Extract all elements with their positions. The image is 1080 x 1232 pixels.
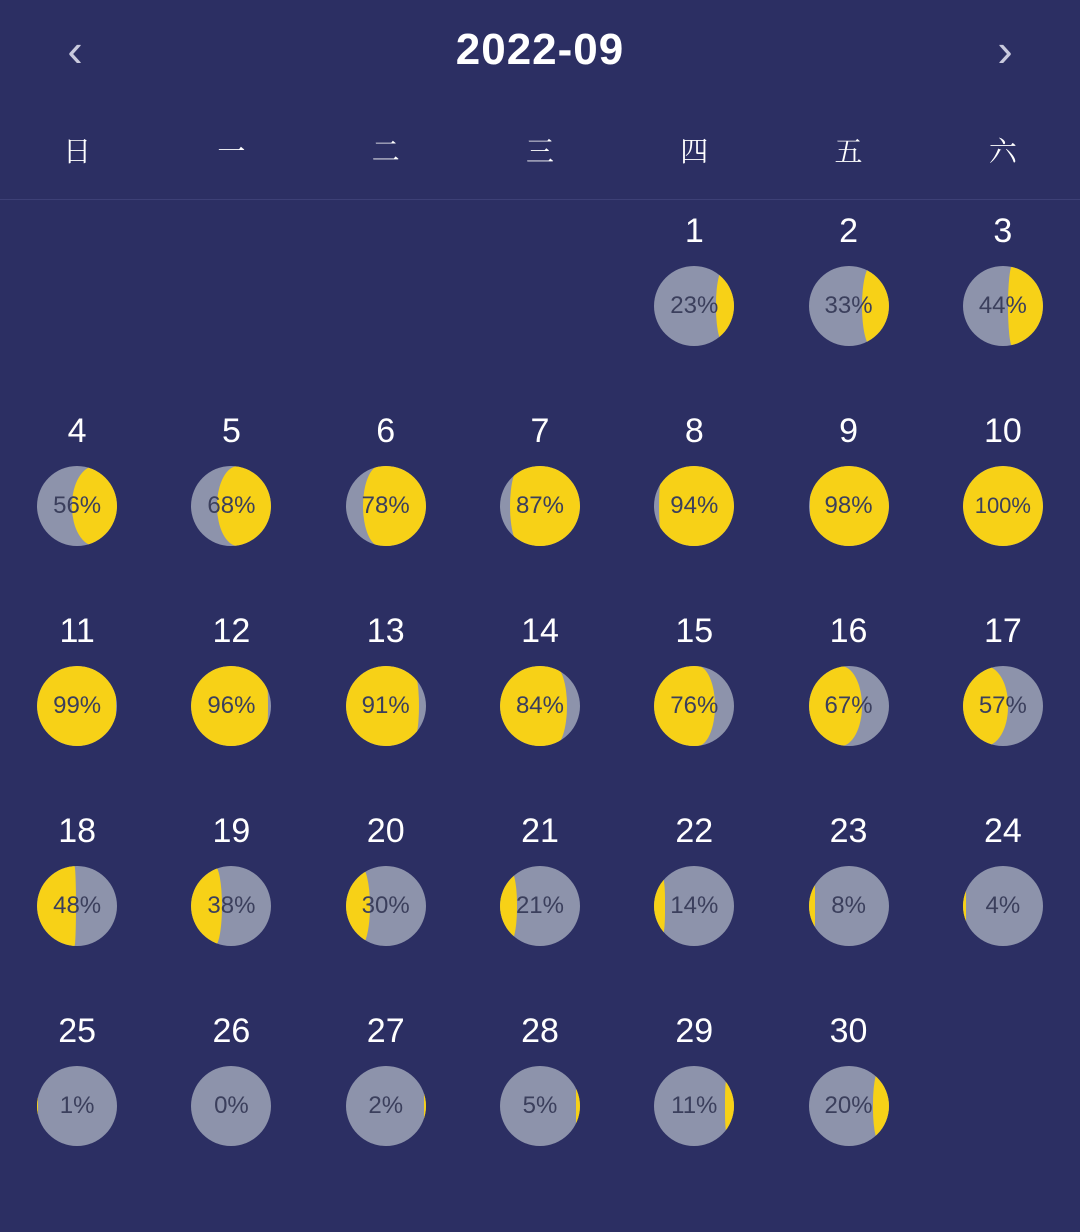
calendar-day-cell[interactable] (154, 414, 308, 614)
moon-illumination-label: 96% (207, 692, 256, 719)
moon-illumination-label: 57% (978, 692, 1027, 719)
day-number: 19 (212, 812, 251, 850)
calendar-day-cell[interactable] (154, 814, 308, 1014)
calendar-day-cell[interactable] (154, 1014, 308, 1214)
moon-phase-icon (346, 666, 426, 746)
moon-illumination-label: 4% (985, 892, 1021, 919)
day-number: 20 (366, 812, 405, 850)
day-number: 11 (59, 612, 95, 650)
moon-phase-icon (809, 666, 889, 746)
moon-phase-icon (191, 466, 271, 546)
day-number: 9 (839, 412, 859, 450)
moon-phase-icon (500, 466, 580, 546)
day-number: 18 (58, 812, 97, 850)
day-number: 21 (521, 812, 559, 850)
moon-phase-icon (809, 266, 889, 346)
day-number: 5 (221, 412, 241, 450)
day-number: 13 (366, 612, 405, 650)
moon-illumination-label: 38% (207, 892, 256, 919)
calendar-day-cell[interactable] (154, 614, 308, 814)
moon-phase-icon (37, 666, 117, 746)
day-number: 22 (675, 812, 714, 850)
calendar-day-cell[interactable] (309, 814, 463, 1014)
day-number: 26 (212, 1012, 251, 1050)
day-number: 14 (521, 612, 559, 650)
moon-phase-icon (500, 866, 580, 946)
moon-illumination-label: 94% (670, 492, 719, 519)
day-number: 17 (983, 612, 1022, 650)
calendar-day-cell[interactable] (926, 614, 1080, 814)
calendar-day-cell[interactable] (926, 814, 1080, 1014)
moon-illumination-label: 76% (670, 692, 719, 719)
calendar-day-cell[interactable] (0, 814, 154, 1014)
weekday-tuesday: 二 (371, 135, 400, 167)
weekday-monday: 一 (217, 135, 246, 167)
calendar-day-cell[interactable] (309, 614, 463, 814)
moon-illumination-label: 67% (824, 692, 873, 719)
day-number: 6 (376, 412, 396, 450)
calendar-day-cell[interactable] (771, 814, 925, 1014)
calendar-day-cell[interactable] (463, 1014, 617, 1214)
moon-phase-icon (963, 866, 1043, 946)
moon-phase-icon (191, 1066, 271, 1146)
day-number: 15 (675, 612, 714, 650)
calendar-day-cell[interactable] (463, 414, 617, 614)
moon-illumination-label: 2% (368, 1092, 404, 1119)
calendar-day-cell[interactable] (771, 414, 925, 614)
day-number: 7 (530, 412, 550, 450)
moon-phase-icon (37, 866, 117, 946)
day-number: 4 (67, 412, 87, 450)
moon-phase-icon (500, 1066, 580, 1146)
calendar-day-cell[interactable] (0, 614, 154, 814)
day-number: 10 (983, 412, 1022, 450)
weekday-friday: 五 (834, 135, 863, 167)
weekday-saturday: 六 (988, 135, 1017, 167)
moon-illumination-label: 98% (824, 492, 873, 519)
moon-illumination-label: 20% (824, 1092, 873, 1119)
day-number: 30 (829, 1012, 868, 1050)
calendar-day-cell[interactable] (463, 614, 617, 814)
calendar-day-cell[interactable] (309, 414, 463, 614)
calendar-day-cell[interactable] (617, 1014, 771, 1214)
day-number: 12 (212, 612, 251, 650)
calendar-day-cell[interactable] (926, 414, 1080, 614)
moon-illumination-label: 1% (59, 1092, 95, 1119)
day-number: 2 (839, 212, 859, 250)
moon-phase-icon (809, 866, 889, 946)
moon-phase-icon (654, 1066, 734, 1146)
moon-phase-icon (191, 866, 271, 946)
moon-illumination-label: 23% (670, 292, 719, 319)
moon-illumination-label: 44% (978, 292, 1027, 319)
calendar-day-cell[interactable] (0, 1014, 154, 1214)
next-month-button[interactable]: › (997, 24, 1013, 76)
moon-illumination-label: 30% (361, 892, 410, 919)
day-number: 29 (675, 1012, 714, 1050)
calendar-day-cell[interactable] (926, 214, 1080, 414)
moon-phase-icon (654, 666, 734, 746)
calendar-grid (0, 200, 1080, 1214)
moon-phase-icon (37, 466, 117, 546)
calendar-day-cell[interactable] (0, 414, 154, 614)
day-number: 28 (521, 1012, 559, 1050)
calendar-day-cell[interactable] (617, 814, 771, 1014)
calendar-day-cell[interactable] (463, 814, 617, 1014)
moon-illumination-label: 56% (53, 492, 102, 519)
moon-phase-icon (963, 266, 1043, 346)
weekday-wednesday: 三 (525, 135, 554, 167)
day-number: 16 (829, 612, 868, 650)
day-number: 23 (829, 812, 868, 850)
moon-phase-icon (963, 466, 1043, 546)
moon-phase-icon (191, 666, 271, 746)
calendar-day-cell[interactable] (771, 1014, 925, 1214)
moon-illumination-label: 11% (671, 1092, 718, 1119)
calendar-header (0, 0, 1080, 100)
day-number: 25 (58, 1012, 97, 1050)
day-number: 1 (684, 212, 704, 250)
moon-phase-icon (809, 466, 889, 546)
calendar-day-cell[interactable] (617, 614, 771, 814)
moon-phase-icon (654, 866, 734, 946)
calendar-day-cell[interactable] (309, 1014, 463, 1214)
moon-illumination-label: 48% (53, 892, 102, 919)
day-number: 3 (993, 212, 1013, 250)
moon-phase-icon (654, 266, 734, 346)
moon-phase-icon (346, 466, 426, 546)
moon-phase-icon (654, 466, 734, 546)
day-number: 24 (983, 812, 1022, 850)
calendar-day-cell[interactable] (771, 214, 925, 414)
previous-month-button[interactable]: ‹ (67, 24, 83, 76)
moon-illumination-label: 100% (974, 493, 1031, 518)
weekday-sunday: 日 (63, 135, 92, 167)
weekday-header-row (0, 100, 1080, 200)
moon-phase-icon (37, 1066, 117, 1146)
calendar-day-cell[interactable] (771, 614, 925, 814)
moon-illumination-label: 78% (361, 492, 410, 519)
calendar-day-cell[interactable] (617, 214, 771, 414)
moon-illumination-label: 87% (515, 492, 564, 519)
moon-illumination-label: 5% (522, 1092, 558, 1119)
moon-phase-icon (809, 1066, 889, 1146)
moon-illumination-label: 84% (515, 692, 564, 719)
moon-illumination-label: 91% (361, 692, 410, 719)
moon-illumination-label: 33% (824, 292, 873, 319)
weekday-thursday: 四 (680, 135, 709, 167)
moon-illumination-label: 68% (207, 492, 256, 519)
moon-illumination-label: 99% (53, 692, 102, 719)
moon-phase-icon (346, 1066, 426, 1146)
day-number: 27 (366, 1012, 405, 1050)
moon-illumination-label: 14% (670, 892, 719, 919)
moon-phase-icon (500, 666, 580, 746)
moon-phase-icon (346, 866, 426, 946)
moon-phase-icon (963, 666, 1043, 746)
page-title: 2022-09 (455, 25, 625, 74)
moon-illumination-label: 21% (515, 892, 564, 919)
calendar-day-cell[interactable] (617, 414, 771, 614)
moon-illumination-label: 8% (831, 892, 866, 919)
moon-illumination-label: 0% (214, 1092, 249, 1119)
day-number: 8 (684, 412, 704, 450)
